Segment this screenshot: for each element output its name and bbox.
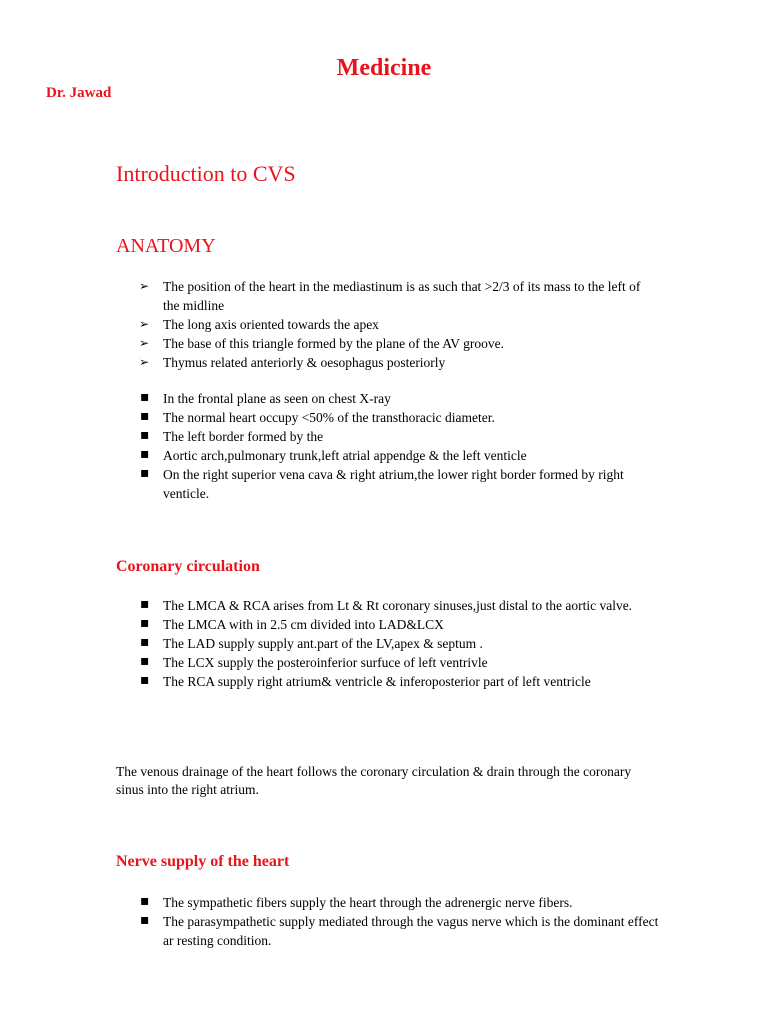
list-item: ▪ The normal heart occupy <50% of the transthoracic diameter.	[139, 408, 659, 427]
list-item: ▪ The sympathetic fibers supply the heart through the adrenergic nerve fibers.	[139, 893, 659, 912]
list-item: ➢ The base of this triangle formed by the plane of the AV groove.	[139, 334, 659, 353]
document-title: Medicine	[336, 55, 432, 81]
anatomy-bullet-list	[139, 389, 659, 503]
list-item: ▪ Aortic arch,pulmonary trunk,left atrial appendge & the left venticle	[139, 446, 659, 465]
list-item: ▪ In the frontal plane as seen on chest X-ray	[139, 389, 659, 408]
list-item: ▪ The LMCA & RCA arises from Lt & Rt coronary sinuses,just distal to the aortic valve.	[139, 596, 659, 615]
list-item: ➢ The position of the heart in the mediastinum is as such that >2/3 of its mass to the left of the midline	[139, 277, 659, 315]
list-item: ▪ The LMCA with in 2.5 cm divided into LAD&LCX	[139, 615, 659, 634]
anatomy-arrow-list	[139, 277, 659, 372]
list-item: ➢ Thymus related anteriorly & oesophagus posteriorly	[139, 353, 659, 372]
section-heading-coronary: Coronary circulation	[116, 558, 260, 575]
document-author: Dr. Jawad	[46, 85, 112, 101]
nerve-list	[139, 893, 659, 950]
list-item: ▪ The RCA supply right atrium& ventricle & inferoposterior part of left ventricle	[139, 672, 659, 691]
list-item: ▪ The parasympathetic supply mediated through the vagus nerve which is the dominant effect ar resting condition.	[139, 912, 659, 950]
list-item: ▪ The left border formed by the	[139, 427, 659, 446]
section-heading-nerve: Nerve supply of the heart	[116, 853, 290, 870]
section-heading-intro: Introduction to CVS	[116, 161, 296, 186]
list-item: ▪ On the right superior vena cava & right atrium,the lower right border formed by right venticle.	[139, 465, 659, 503]
section-heading-anatomy: ANATOMY	[116, 235, 216, 257]
list-item: ▪ The LCX supply the posteroinferior surfuce of left ventrivle	[139, 653, 659, 672]
coronary-list	[139, 596, 659, 691]
list-item: ➢ The long axis oriented towards the apex	[139, 315, 659, 334]
venous-drainage-paragraph: The venous drainage of the heart follows the coronary circulation & drain through the coronary sinus into the right atrium.	[116, 764, 632, 797]
list-item: ▪ The LAD supply supply ant.part of the LV,apex & septum .	[139, 634, 659, 653]
